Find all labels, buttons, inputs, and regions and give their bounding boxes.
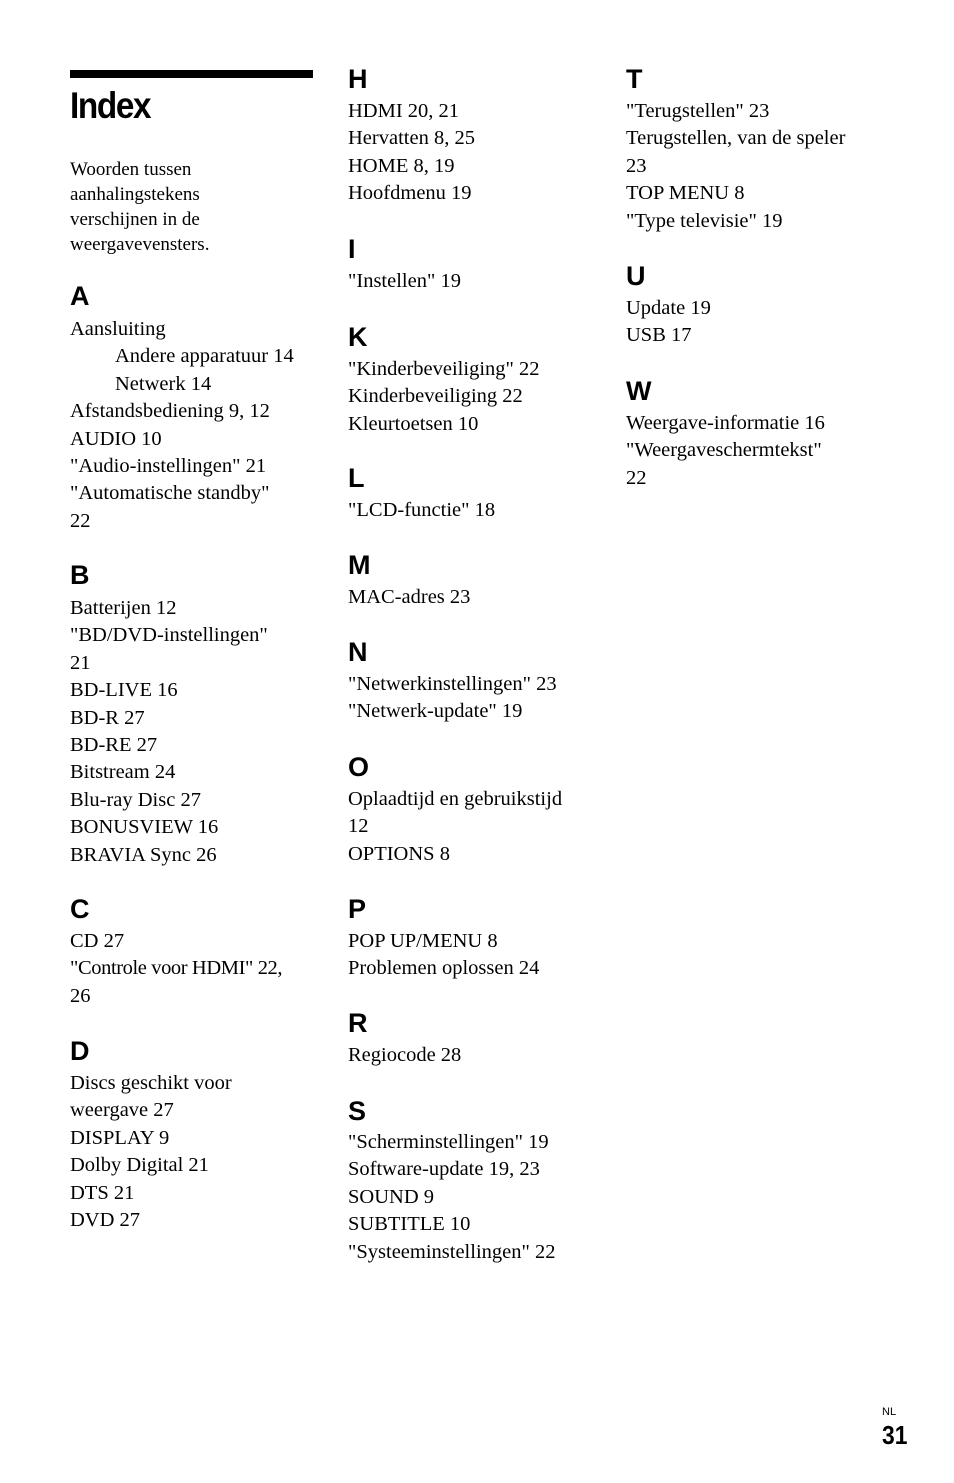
intro-line: Woorden tussen [70,159,192,180]
section-m-entries [348,584,470,611]
index-entry: CD 27 [70,930,125,952]
index-entry: Terugstellen, van de speler [626,127,846,150]
index-entry: Blu-ray Disc 27 [70,788,201,811]
index-entry: "Weergaveschermtekst" [626,439,822,462]
index-entry: Kleurtoetsen 10 [348,412,479,435]
section-h-entries [348,98,475,208]
section-letter-a: A [70,281,90,311]
index-entry: MAC-adres 23 [348,586,471,608]
index-entry: SOUND 9 [348,1185,434,1208]
index-entry: BONUSVIEW 16 [70,816,219,839]
section-k-entries [348,356,540,438]
index-entry: AUDIO 10 [70,427,162,450]
section-b-entries [70,595,268,869]
section-l-entries [348,497,495,524]
section-s-entries [348,1129,555,1266]
section-letter-t: T [626,64,643,94]
intro-line: weergavevensters. [70,234,210,255]
section-o-entries [348,786,562,868]
index-entry: 23 [626,154,647,177]
section-letter-u: U [626,261,646,291]
index-subentry: Andere apparatuur 14 [115,345,294,368]
index-subentry: Netwerk 14 [115,372,212,395]
section-r-entries [348,1042,461,1069]
index-entry: POP UP/MENU 8 [348,930,498,952]
index-entry: BD-R 27 [70,706,145,729]
index-entry: "Audio-instellingen" 21 [70,455,267,478]
section-letter-n: N [348,637,368,667]
index-entry: Update 19 [626,297,711,319]
index-entry: "Terugstellen" 23 [626,100,770,122]
index-entry: "Scherminstellingen" 19 [348,1131,549,1153]
index-entry: "Automatische standby" [70,482,270,505]
index-entry: "Instellen" 19 [348,270,461,292]
index-entry: HDMI 20, 21 [348,100,460,122]
page-number: 31 [882,1420,908,1450]
index-entry: "Controle voor HDMI" 22, [70,957,283,980]
index-entry: HOME 8, 19 [348,154,455,177]
title-rule [70,70,313,78]
index-entry: Kinderbeveiliging 22 [348,385,523,408]
index-entry: Hervatten 8, 25 [348,127,475,150]
section-letter-w: W [626,376,652,406]
index-entry: Weergave-informatie 16 [626,412,825,434]
index-entry: "BD/DVD-instellingen" [70,624,268,647]
index-entry: USB 17 [626,324,692,347]
index-entry: 26 [70,984,91,1007]
section-d-entries [70,1070,232,1234]
index-entry: 22 [626,466,647,489]
section-letter-r: R [348,1008,368,1038]
intro-line: verschijnen in de [70,209,200,230]
section-w-entries [626,410,825,492]
index-entry: "Kinderbeveiliging" 22 [348,358,540,380]
index-entry: BD-LIVE 16 [70,679,178,702]
section-letter-b: B [70,560,90,590]
index-entry: DTS 21 [70,1181,135,1204]
section-letter-h: H [348,64,368,94]
section-letter-c: C [70,894,90,924]
section-a-entries [70,316,294,535]
intro-note [70,157,270,257]
section-t-entries [626,98,845,235]
section-letter-k: K [348,322,368,352]
index-entry: Software-update 19, 23 [348,1158,540,1181]
section-letter-o: O [348,752,370,782]
index-entry: DISPLAY 9 [70,1126,170,1149]
intro-line: aanhalingstekens [70,184,200,205]
index-entry: Dolby Digital 21 [70,1154,209,1177]
section-letter-m: M [348,550,371,580]
section-i-entries [348,268,461,295]
section-n-entries [348,671,557,726]
index-entry: Afstandsbediening 9, 12 [70,400,270,423]
section-letter-p: P [348,894,367,924]
index-entry: DVD 27 [70,1209,141,1232]
index-entry: OPTIONS 8 [348,842,450,865]
index-entry: 21 [70,651,91,674]
index-entry: Problemen oplossen 24 [348,957,540,980]
index-entry: Oplaadtijd en gebruikstijd [348,788,563,810]
index-entry: BRAVIA Sync 26 [70,843,217,866]
index-entry: BD-RE 27 [70,734,158,757]
section-p-entries [348,928,539,983]
index-entry: 12 [348,815,369,838]
index-entry: Batterijen 12 [70,597,177,619]
section-letter-i: I [348,234,356,264]
section-letter-s: S [348,1096,367,1126]
section-letter-d: D [70,1036,90,1066]
index-entry: "Systeeminstellingen" 22 [348,1240,556,1263]
index-entry: "LCD-functie" 18 [348,499,496,521]
index-entry: Discs geschikt voor [70,1072,232,1094]
index-entry: SUBTITLE 10 [348,1213,471,1236]
index-entry: Aansluiting [70,318,166,340]
index-entry: "Type televisie" 19 [626,209,783,232]
section-c-entries [70,928,282,1010]
index-entry: "Netwerk-update" 19 [348,700,523,723]
index-entry: "Netwerkinstellingen" 23 [348,673,557,695]
index-entry: Hoofdmenu 19 [348,182,472,205]
index-entry: Bitstream 24 [70,761,176,784]
section-letter-l: L [348,463,365,493]
page-title: Index [70,85,151,126]
index-entry: weergave 27 [70,1099,174,1122]
language-code: NL [882,1406,897,1418]
index-entry: TOP MENU 8 [626,182,745,205]
index-entry: Regiocode 28 [348,1044,462,1066]
section-u-entries [626,295,711,350]
index-entry: 22 [70,509,91,532]
